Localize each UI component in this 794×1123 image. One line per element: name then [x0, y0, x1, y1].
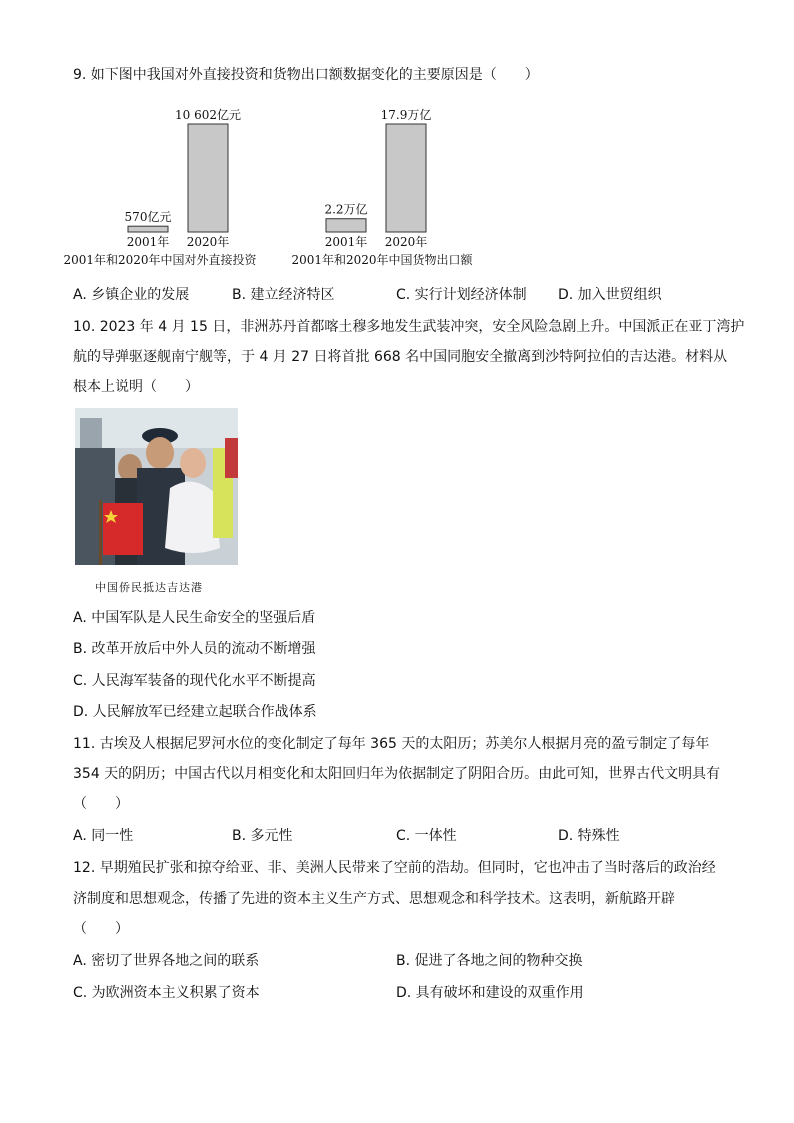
category-label: 2001年	[324, 235, 368, 249]
bar-2020	[386, 124, 426, 232]
bar-2001	[326, 219, 366, 232]
question-10-option-d[interactable]: D. 人民解放军已经建立起联合作战体系	[73, 704, 317, 720]
question-9-option-a[interactable]: A. 乡镇企业的发展	[73, 287, 190, 303]
question-12-stem-line-2: 济制度和思想观念，传播了先进的资本主义生产方式、思想观念和科学技术。这表明，新航路开辟	[73, 891, 675, 907]
photo-caption: 中国侨民抵达吉达港	[95, 581, 203, 594]
question-9-option-c[interactable]: C. 实行计划经济体制	[396, 287, 527, 303]
data-label: 10 602亿元	[175, 108, 241, 122]
question-10-option-b[interactable]: B. 改革开放后中外人员的流动不断增强	[73, 641, 316, 657]
question-12-option-d[interactable]: D. 具有破坏和建设的双重作用	[396, 985, 584, 1001]
question-9-option-d[interactable]: D. 加入世贸组织	[558, 287, 662, 303]
question-11-stem-line-1: 11. 古埃及人根据尼罗河水位的变化制定了每年 365 天的太阳历；苏美尔人根据月亮的盈亏制定了每年	[73, 736, 710, 752]
question-11-stem-line-3: （ ）	[73, 796, 129, 812]
question-11-option-c[interactable]: C. 一体性	[396, 828, 457, 844]
chart-title: 2001年和2020年中国对外直接投资	[63, 253, 257, 267]
question-10-stem-line-2: 航的导弹驱逐舰南宁舰等，于 4 月 27 日将首批 668 名中国同胞安全撤离到沙特阿拉伯的吉达港。材料从	[73, 349, 728, 365]
question-11-option-a[interactable]: A. 同一性	[73, 828, 134, 844]
question-11-option-d[interactable]: D. 特殊性	[558, 828, 620, 844]
data-label: 570亿元	[124, 210, 172, 225]
question-10-stem-line-3: 根本上说明（ ）	[73, 379, 199, 395]
category-label: 2020年	[186, 235, 230, 249]
question-10-option-c[interactable]: C. 人民海军装备的现代化水平不断提高	[73, 673, 316, 689]
question-12-option-b[interactable]: B. 促进了各地之间的物种交换	[396, 953, 583, 969]
question-9-stem: 9. 如下图中我国对外直接投资和货物出口额数据变化的主要原因是（ ）	[73, 67, 539, 83]
data-label: 17.9万亿	[380, 108, 432, 122]
question-11-option-b[interactable]: B. 多元性	[232, 828, 293, 844]
bar-2020	[188, 124, 228, 232]
question-9-option-b[interactable]: B. 建立经济特区	[232, 287, 335, 303]
evacuation-photo	[75, 408, 238, 565]
bar-charts	[60, 100, 500, 272]
chart-title: 2001年和2020年中国货物出口额	[291, 253, 473, 267]
data-label: 2.2万亿	[324, 202, 368, 217]
category-label: 2001年	[126, 235, 170, 249]
chart-goods-export	[291, 108, 473, 267]
question-12-stem-line-1: 12. 早期殖民扩张和掠夺给亚、非、美洲人民带来了空前的浩劫。但同时，它也冲击了当时落后的政治经	[73, 860, 716, 876]
question-11-stem-line-2: 354 天的阴历；中国古代以月相变化和太阳回归年为依据制定了阴阳合历。由此可知，世界古代文明具有	[73, 766, 721, 782]
category-label: 2020年	[384, 235, 428, 249]
question-12-option-c[interactable]: C. 为欧洲资本主义积累了资本	[73, 985, 260, 1001]
question-10-option-a[interactable]: A. 中国军队是人民生命安全的坚强后盾	[73, 610, 316, 626]
question-12-option-a[interactable]: A. 密切了世界各地之间的联系	[73, 953, 260, 969]
bar-2001	[128, 226, 168, 232]
chart-foreign-investment	[63, 108, 257, 267]
question-10-stem-line-1: 10. 2023 年 4 月 15 日，非洲苏丹首都喀土穆多地发生武装冲突，安全风险急剧上升。中国派正在亚丁湾护	[73, 319, 745, 335]
question-12-stem-line-3: （ ）	[73, 921, 129, 937]
